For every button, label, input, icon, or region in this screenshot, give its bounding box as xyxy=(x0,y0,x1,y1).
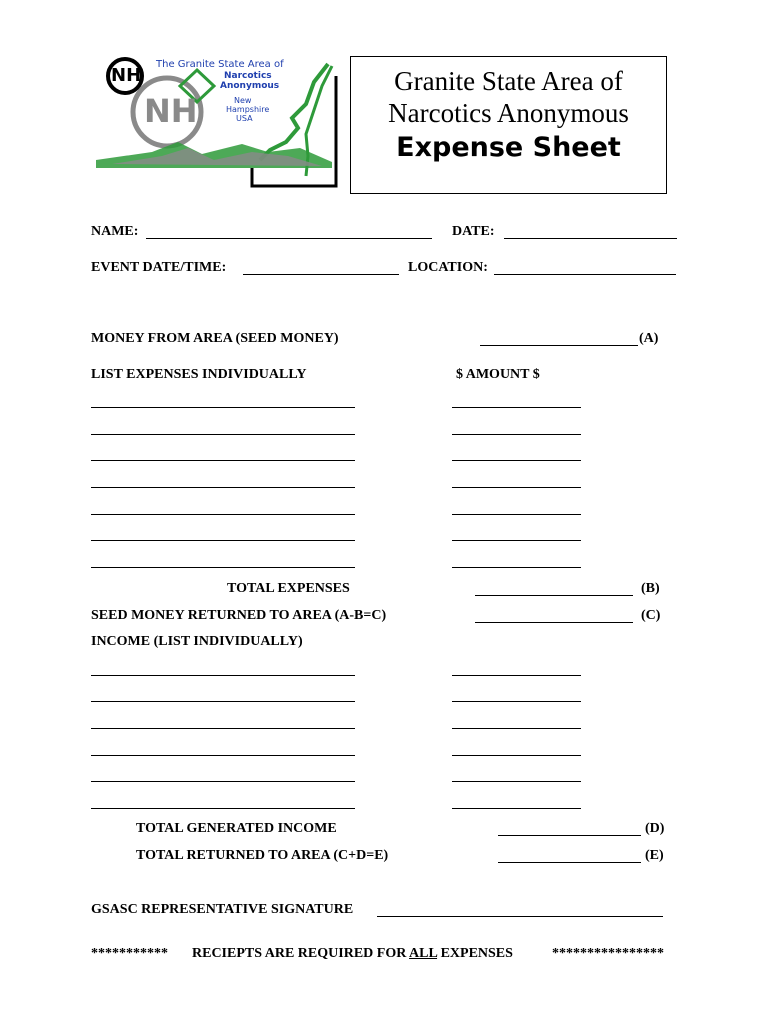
expense-amount-field[interactable] xyxy=(452,540,581,541)
income-list-label: INCOME (LIST INDIVIDUALLY) xyxy=(91,634,303,649)
income-description-field[interactable] xyxy=(91,755,355,756)
seed-money-code: (A) xyxy=(639,331,659,346)
total-expenses-field[interactable] xyxy=(475,595,633,596)
logo-monogram-large: NH xyxy=(144,92,198,130)
date-label: DATE: xyxy=(452,224,495,239)
income-amount-field[interactable] xyxy=(452,728,581,729)
expense-description-field[interactable] xyxy=(91,460,355,461)
expense-description-field[interactable] xyxy=(91,487,355,488)
seed-money-field[interactable] xyxy=(480,345,638,346)
total-income-label: TOTAL GENERATED INCOME xyxy=(136,821,337,836)
expense-amount-field[interactable] xyxy=(452,460,581,461)
location-label: LOCATION: xyxy=(408,260,488,275)
expense-amount-field[interactable] xyxy=(452,514,581,515)
date-field[interactable] xyxy=(504,238,677,239)
receipts-notice-pre: RECIEPTS ARE REQUIRED FOR xyxy=(192,946,410,961)
expense-description-field[interactable] xyxy=(91,567,355,568)
signature-label: GSASC REPRESENTATIVE SIGNATURE xyxy=(91,902,354,917)
title-box xyxy=(350,56,667,194)
receipts-notice xyxy=(192,946,513,962)
logo-monogram-small: NH xyxy=(111,65,142,86)
stars-right: **************** xyxy=(552,946,664,961)
seed-returned-label: SEED MONEY RETURNED TO AREA (A-B=C) xyxy=(91,608,387,623)
title-expense-sheet: Expense Sheet xyxy=(396,132,621,163)
expense-description-field[interactable] xyxy=(91,434,355,435)
event-datetime-field[interactable] xyxy=(243,274,399,275)
logo-text-line6: USA xyxy=(236,114,253,123)
income-description-field[interactable] xyxy=(91,808,355,809)
seed-returned-code: (C) xyxy=(641,608,661,623)
logo xyxy=(92,56,340,196)
event-datetime-label: EVENT DATE/TIME: xyxy=(91,260,227,275)
receipts-notice-post: EXPENSES xyxy=(437,946,513,961)
income-amount-field[interactable] xyxy=(452,675,581,676)
title-line1: Granite State Area of xyxy=(394,66,623,96)
expense-description-field[interactable] xyxy=(91,514,355,515)
income-amount-field[interactable] xyxy=(452,701,581,702)
expense-amount-field[interactable] xyxy=(452,567,581,568)
amount-header: $ AMOUNT $ xyxy=(456,367,540,382)
total-returned-code: (E) xyxy=(645,848,664,863)
income-description-field[interactable] xyxy=(91,728,355,729)
seed-returned-field[interactable] xyxy=(475,622,633,623)
expense-amount-field[interactable] xyxy=(452,487,581,488)
expense-description-field[interactable] xyxy=(91,540,355,541)
name-field[interactable] xyxy=(146,238,432,239)
receipts-notice-all: ALL xyxy=(409,946,438,961)
logo-text-line5: Hampshire xyxy=(226,105,270,114)
logo-text-line1: The Granite State Area of xyxy=(156,59,284,70)
total-income-code: (D) xyxy=(645,821,665,836)
total-returned-field[interactable] xyxy=(498,862,641,863)
logo-text-line4: New xyxy=(234,96,252,105)
expense-amount-field[interactable] xyxy=(452,434,581,435)
logo-text-line3: Anonymous xyxy=(220,81,280,91)
signature-field[interactable] xyxy=(377,916,663,917)
logo-text-line2: Narcotics xyxy=(224,71,272,81)
location-field[interactable] xyxy=(494,274,676,275)
expense-amount-field[interactable] xyxy=(452,407,581,408)
expense-description-field[interactable] xyxy=(91,407,355,408)
income-amount-field[interactable] xyxy=(452,755,581,756)
total-income-field[interactable] xyxy=(498,835,641,836)
income-amount-field[interactable] xyxy=(452,781,581,782)
title-line2: Narcotics Anonymous xyxy=(388,98,629,128)
income-description-field[interactable] xyxy=(91,701,355,702)
expenses-list-label: LIST EXPENSES INDIVIDUALLY xyxy=(91,367,307,382)
total-returned-label: TOTAL RETURNED TO AREA (C+D=E) xyxy=(136,848,389,863)
income-amount-field[interactable] xyxy=(452,808,581,809)
income-description-field[interactable] xyxy=(91,781,355,782)
name-label: NAME: xyxy=(91,224,139,239)
total-expenses-code: (B) xyxy=(641,581,660,596)
stars-left: *********** xyxy=(91,946,168,961)
total-expenses-label: TOTAL EXPENSES xyxy=(227,581,350,596)
income-description-field[interactable] xyxy=(91,675,355,676)
seed-money-label: MONEY FROM AREA (SEED MONEY) xyxy=(91,331,339,346)
